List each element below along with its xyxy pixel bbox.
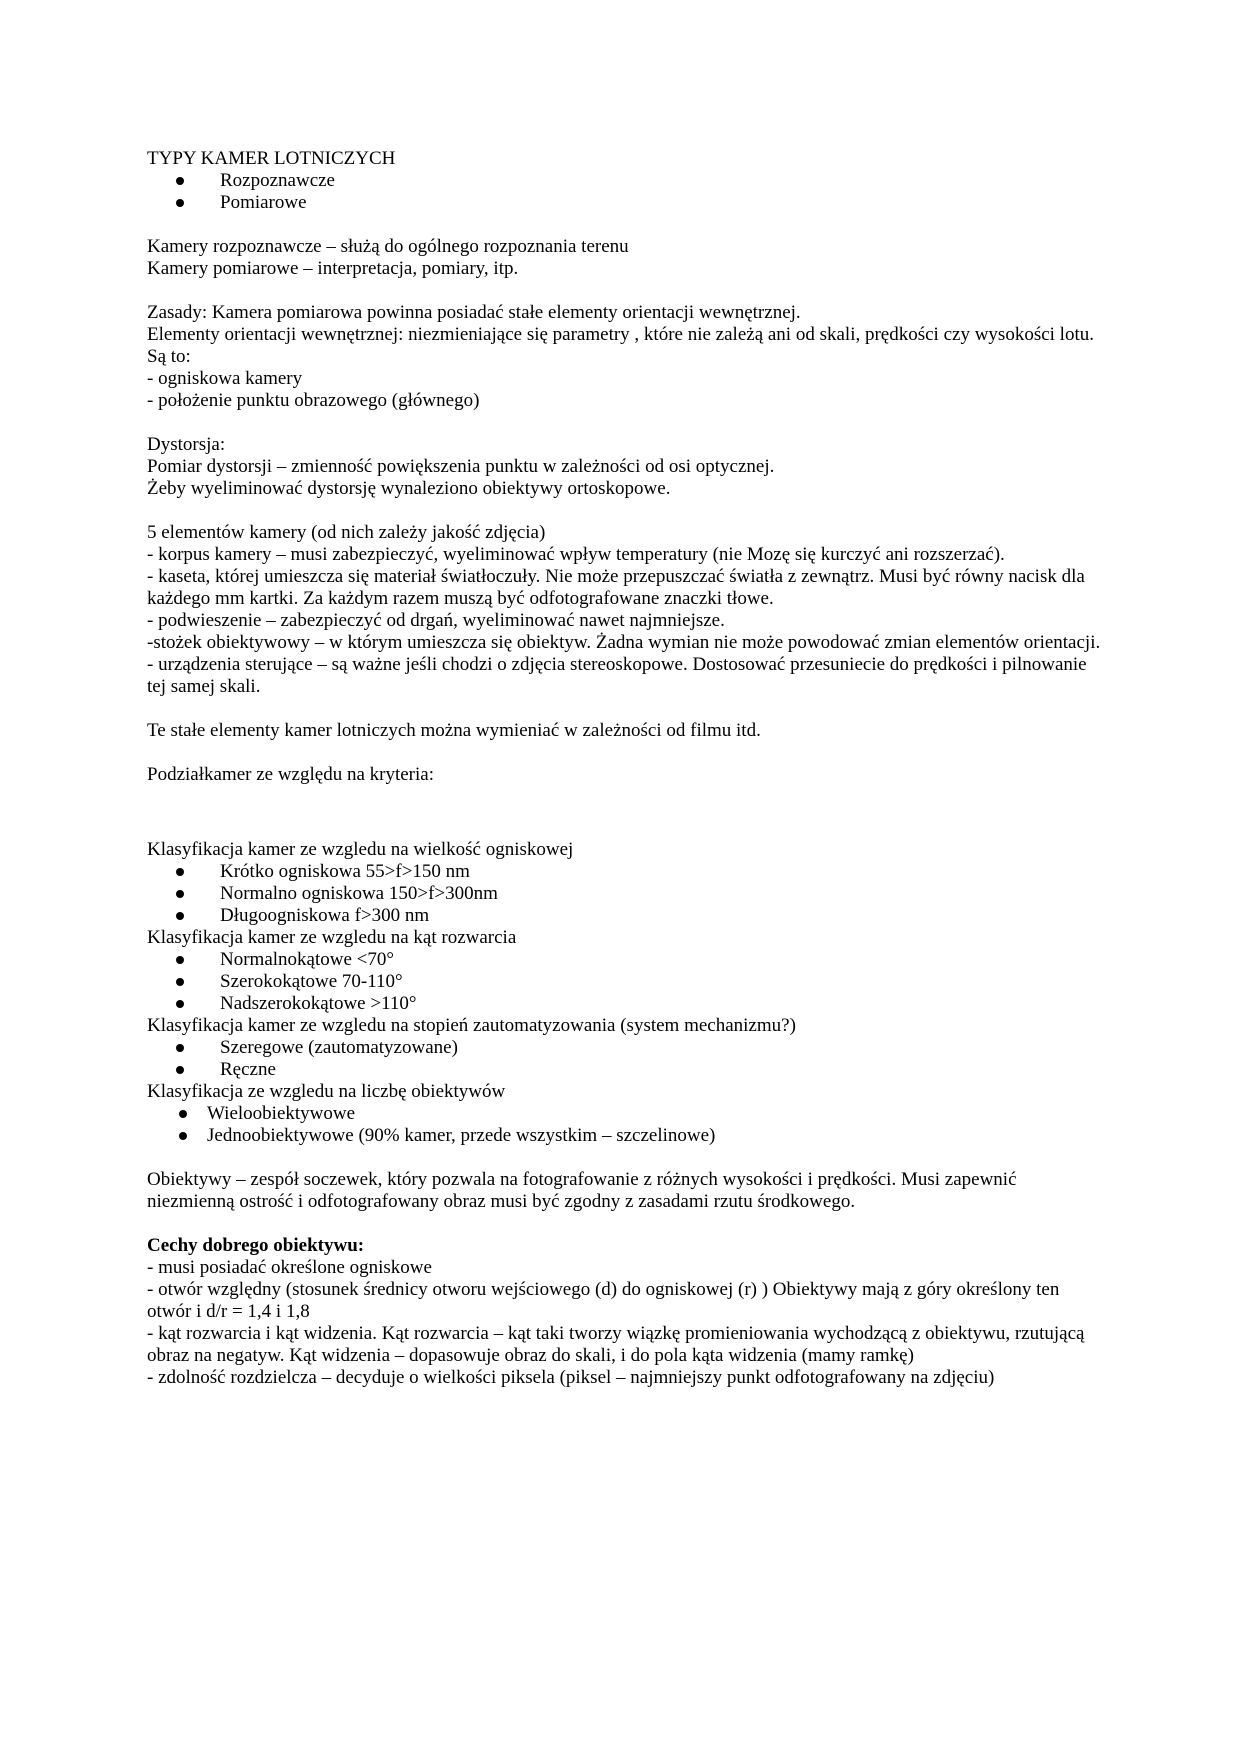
camera-types-list <box>147 170 1107 214</box>
paragraph: Te stałe elementy kamer lotniczych można wymieniać w zależności od filmu itd. <box>147 720 761 741</box>
list-item: - musi posiadać określone ogniskowe <box>147 1257 432 1278</box>
bullet-icon <box>176 912 184 920</box>
paragraph: Zasady: Kamera pomiarowa powinna posiadać stałe elementy orientacji wewnętrznej. <box>147 302 801 323</box>
bullet-icon <box>176 199 184 207</box>
section-heading: Klasyfikacja kamer ze wzgledu na stopień zautomatyzowania (system mechanizmu?) <box>147 1015 796 1036</box>
bullet-icon <box>176 1000 184 1008</box>
list-item: Pomiarowe <box>147 192 1107 214</box>
paragraph: Kamery pomiarowe – interpretacja, pomiary, itp. <box>147 258 519 279</box>
focal-length-list <box>147 861 1107 927</box>
bullet-icon <box>176 868 184 876</box>
paragraph: Obiektywy – zespół soczewek, który pozwala na fotografowanie z różnych wysokości i prędkości. Musi zapewnić niezmienną ostrość i odfotografowany obraz musi być zgodny z zasadami rzutu środkowego. <box>147 1169 1017 1212</box>
bullet-icon <box>179 1132 187 1140</box>
list-item: Długoogniskowa f>300 nm <box>147 905 1107 927</box>
section-heading: Dystorsja: <box>147 434 226 455</box>
list-item: Szeregowe (zautomatyzowane) <box>147 1037 1107 1059</box>
bullet-icon <box>176 978 184 986</box>
list-item: - kaseta, której umieszcza się materiał światłoczuły. Nie może przepuszczać światła z zewnątrz. Musi być równy nacisk dla każdego mm kartki. Za każdym razem muszą być odfotografowane znaczki tłowe. <box>147 566 1085 609</box>
list-item: Jednoobiektywowe (90% kamer, przede wszystkim – szczelinowe) <box>147 1125 1107 1147</box>
lens-count-list <box>147 1103 1107 1147</box>
bullet-icon <box>176 956 184 964</box>
list-item: - ogniskowa kamery <box>147 368 303 389</box>
section-heading: Klasyfikacja ze wzgledu na liczbę obiektywów <box>147 1081 506 1102</box>
angle-list <box>147 949 1107 1015</box>
list-item: Normalnokątowe <70° <box>147 949 1107 971</box>
list-item: Rozpoznawcze <box>147 170 1107 192</box>
document-body <box>147 148 1107 1389</box>
list-item: Wieloobiektywowe <box>147 1103 1107 1125</box>
list-item: Ręczne <box>147 1059 1107 1081</box>
bullet-icon <box>176 177 184 185</box>
bullet-icon <box>176 1066 184 1074</box>
list-item: - kąt rozwarcia i kąt widzenia. Kąt rozwarcia – kąt taki tworzy wiązkę promieniowania wychodzącą z obiektywu, rzutującą obraz na negatyw. Kąt widzenia – dopasowuje obraz do skali, i do pola kąta widzenia (mamy ramkę) <box>147 1323 1085 1366</box>
paragraph: Podziałkamer ze względu na kryteria: <box>147 764 434 785</box>
bullet-icon <box>176 1044 184 1052</box>
document-title: TYPY KAMER LOTNICZYCH <box>147 148 396 169</box>
section-heading: Klasyfikacja kamer ze wzgledu na wielkość ogniskowej <box>147 839 574 860</box>
paragraph: Kamery rozpoznawcze – służą do ogólnego rozpoznania terenu <box>147 236 629 257</box>
paragraph: Żeby wyeliminować dystorsję wynaleziono obiektywy ortoskopowe. <box>147 478 671 499</box>
list-item: - położenie punktu obrazowego (głównego) <box>147 390 480 411</box>
list-item: Krótko ogniskowa 55>f>150 nm <box>147 861 1107 883</box>
section-heading: Cechy dobrego obiektywu: <box>147 1235 365 1256</box>
list-item: - urządzenia sterujące – są ważne jeśli chodzi o zdjęcia stereoskopowe. Dostosować przesuniecie do prędkości i pilnowanie tej samej skali. <box>147 654 1087 697</box>
list-item: - korpus kamery – musi zabezpieczyć, wyeliminować wpływ temperatury (nie Mozę się kurczyć ani rozszerzać). <box>147 544 1005 565</box>
bullet-icon <box>176 890 184 898</box>
section-heading: 5 elementów kamery (od nich zależy jakość zdjęcia) <box>147 522 546 543</box>
list-item: - zdolność rozdzielcza – decyduje o wielkości piksela (piksel – najmniejszy punkt odfotografowany na zdjęciu) <box>147 1367 995 1388</box>
list-item: Szerokokątowe 70-110° <box>147 971 1107 993</box>
automation-list <box>147 1037 1107 1081</box>
section-heading: Klasyfikacja kamer ze wzgledu na kąt rozwarcia <box>147 927 517 948</box>
list-item: - podwieszenie – zabezpieczyć od drgań, wyeliminować nawet najmniejsze. <box>147 610 725 631</box>
list-item: Normalno ogniskowa 150>f>300nm <box>147 883 1107 905</box>
list-item: - otwór względny (stosunek średnicy otworu wejściowego (d) do ogniskowej (r) ) Obiektywy mają z góry określony ten otwór i d/r = 1,4 i 1,8 <box>147 1279 1060 1322</box>
list-item: -stożek obiektywowy – w którym umieszcza się obiektyw. Żadna wymian nie może powodować zmian elementów orientacji. <box>147 632 1101 653</box>
bullet-icon <box>179 1110 187 1118</box>
paragraph: Elementy orientacji wewnętrznej: niezmieniające się parametry , które nie zależą ani od skali, prędkości czy wysokości lotu. Są to: <box>147 324 1094 367</box>
list-item: Nadszerokokątowe >110° <box>147 993 1107 1015</box>
paragraph: Pomiar dystorsji – zmienność powiększenia punktu w zależności od osi optycznej. <box>147 456 775 477</box>
